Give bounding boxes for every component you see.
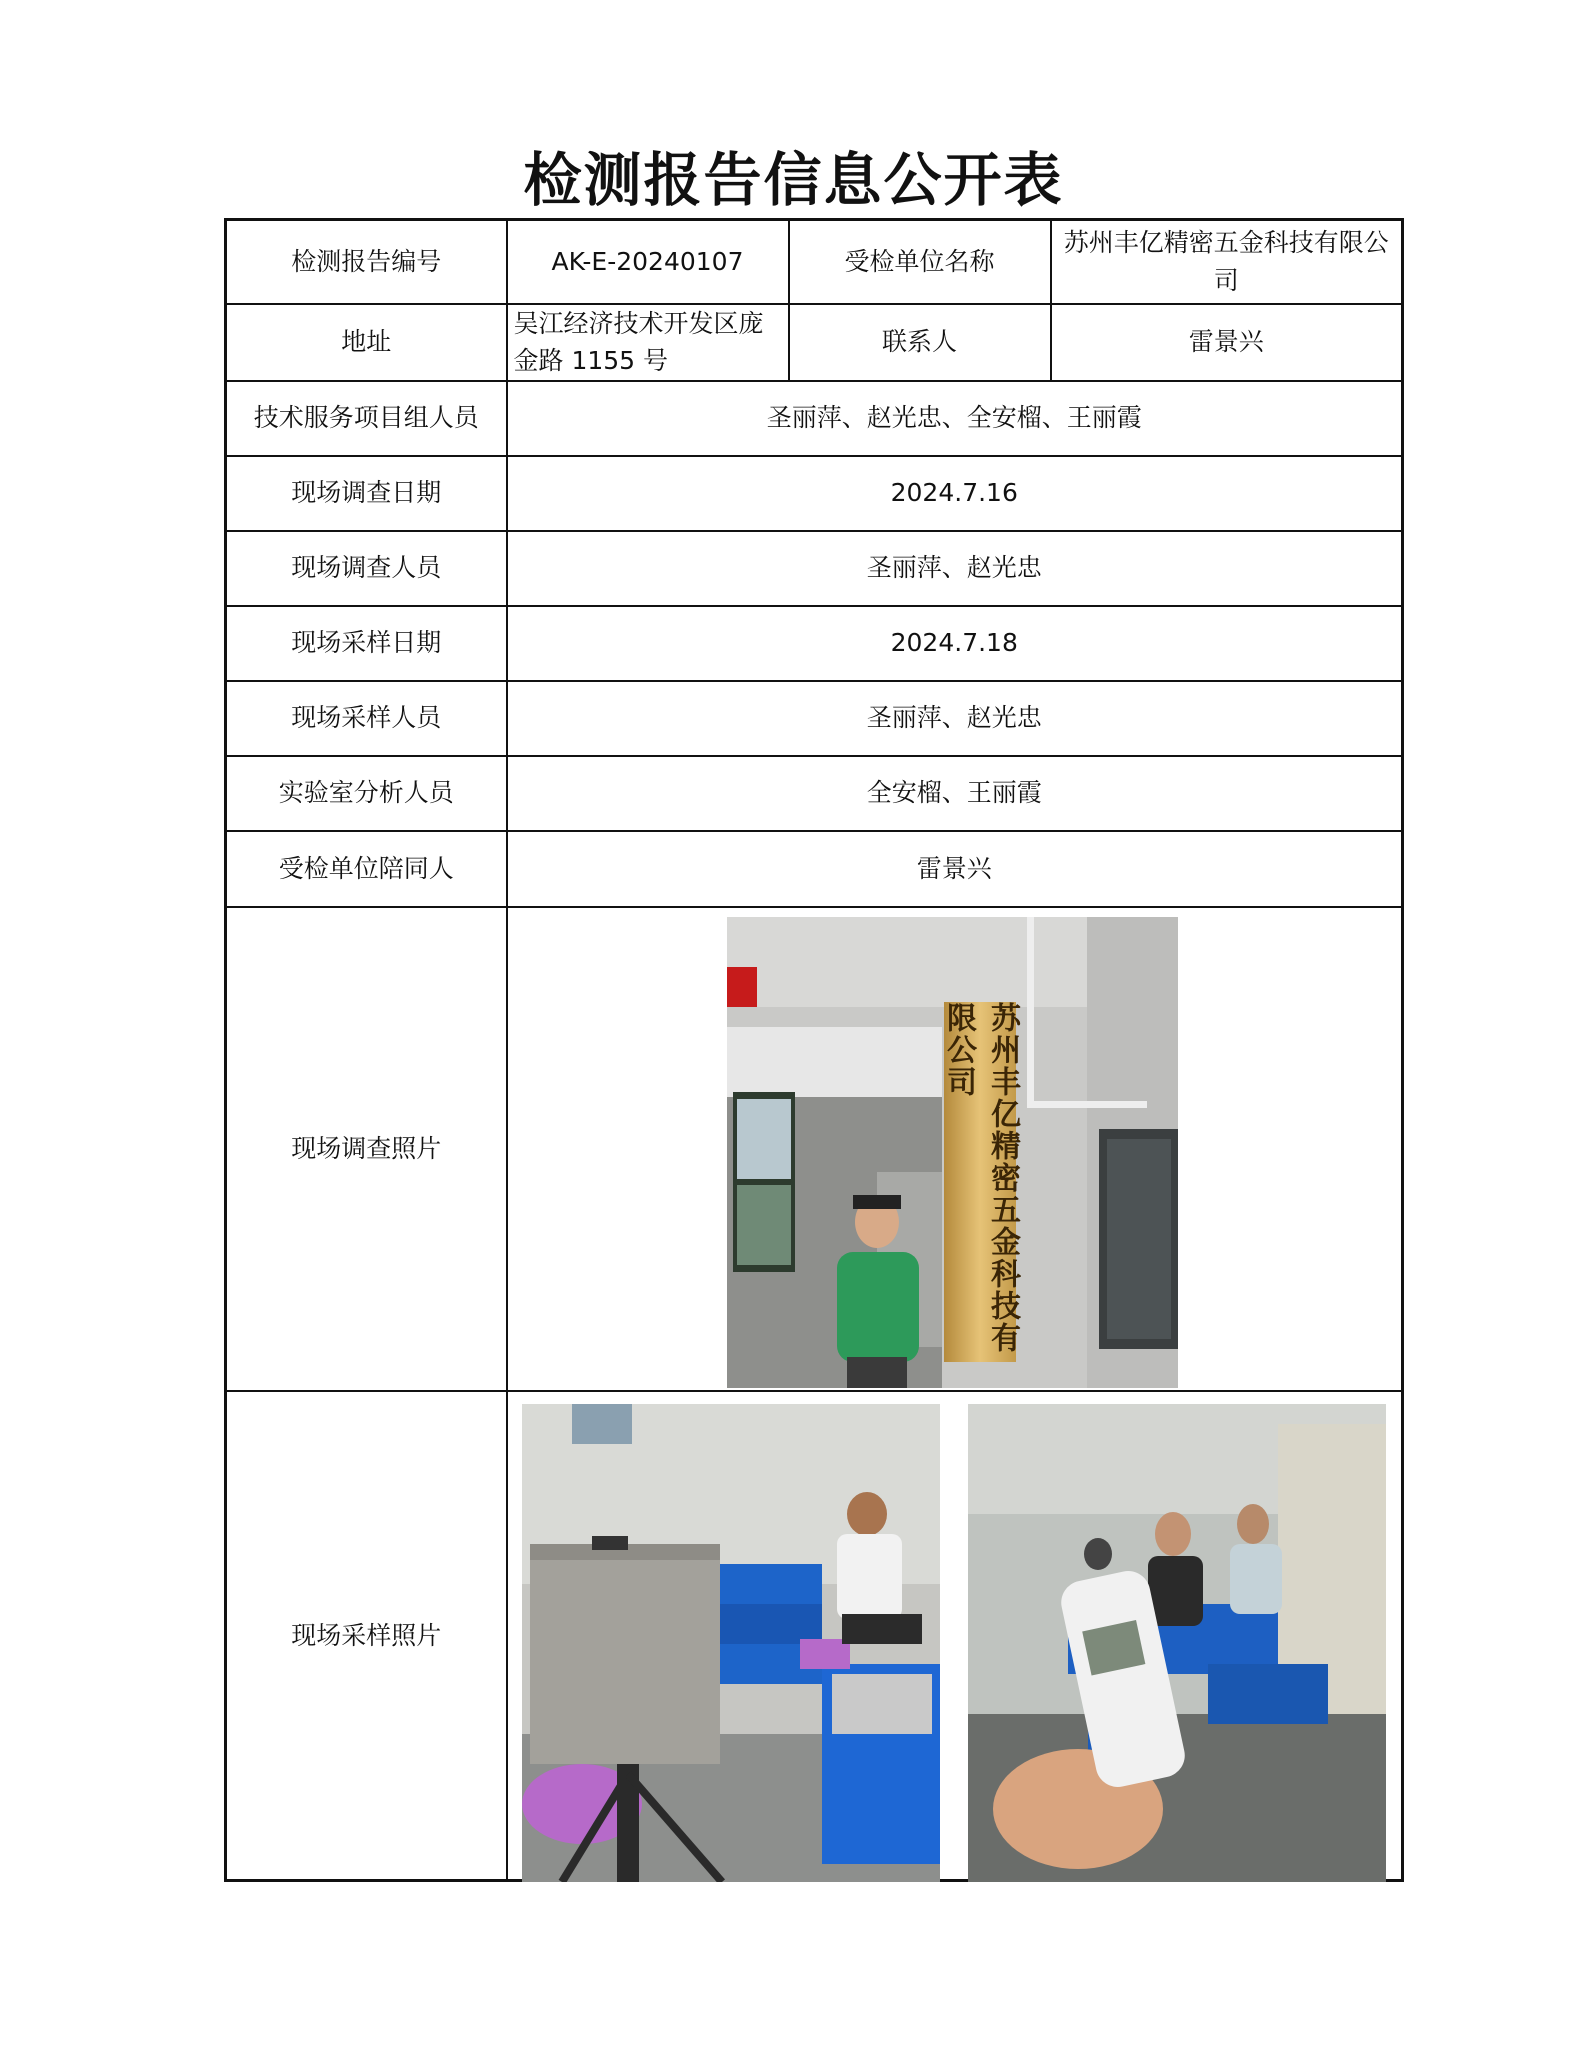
sampling-photo-label: 现场采样照片 — [226, 1391, 507, 1881]
table-row — [226, 831, 1403, 907]
table-row — [226, 220, 1403, 304]
sampling-photo-left — [522, 1404, 940, 1882]
sampling-date-value: 2024.7.18 — [507, 606, 1403, 681]
table-row — [226, 531, 1403, 606]
survey-staff-value: 圣丽萍、赵光忠 — [507, 531, 1403, 606]
unit-name-label: 受检单位名称 — [789, 220, 1051, 304]
unit-name-value: 苏州丰亿精密五金科技有限公司 — [1051, 220, 1403, 304]
address-label: 地址 — [226, 304, 507, 381]
company-sign — [941, 1002, 1020, 1362]
sampling-date-label: 现场采样日期 — [226, 606, 507, 681]
team-value: 圣丽萍、赵光忠、全安榴、王丽霞 — [507, 381, 1403, 456]
table-row — [226, 606, 1403, 681]
sampling-staff-label: 现场采样人员 — [226, 681, 507, 756]
page-title: 检测报告信息公开表 — [523, 146, 1064, 214]
table-row — [226, 304, 1403, 381]
company-sign-text: 苏州丰亿精密五金科技有限公司 — [941, 1002, 1020, 1354]
survey-photo — [727, 917, 1178, 1388]
survey-date-value: 2024.7.16 — [507, 456, 1403, 531]
report-no-value: AK-E-20240107 — [507, 220, 789, 304]
survey-photo-label: 现场调查照片 — [226, 907, 507, 1391]
report-no-label: 检测报告编号 — [226, 220, 507, 304]
table-row — [226, 456, 1403, 531]
lab-staff-label: 实验室分析人员 — [226, 756, 507, 831]
survey-date-label: 现场调查日期 — [226, 456, 507, 531]
contact-value: 雷景兴 — [1051, 304, 1403, 381]
table-row — [226, 381, 1403, 456]
escort-label: 受检单位陪同人 — [226, 831, 507, 907]
sampling-photo-right — [968, 1404, 1386, 1882]
lab-staff-value: 全安榴、王丽霞 — [507, 756, 1403, 831]
survey-staff-label: 现场调查人员 — [226, 531, 507, 606]
contact-label: 联系人 — [789, 304, 1051, 381]
sampling-staff-value: 圣丽萍、赵光忠 — [507, 681, 1403, 756]
team-label: 技术服务项目组人员 — [226, 381, 507, 456]
escort-value: 雷景兴 — [507, 831, 1403, 907]
table-row — [226, 681, 1403, 756]
table-row — [226, 756, 1403, 831]
address-value: 吴江经济技术开发区庞金路 1155 号 — [507, 304, 789, 381]
